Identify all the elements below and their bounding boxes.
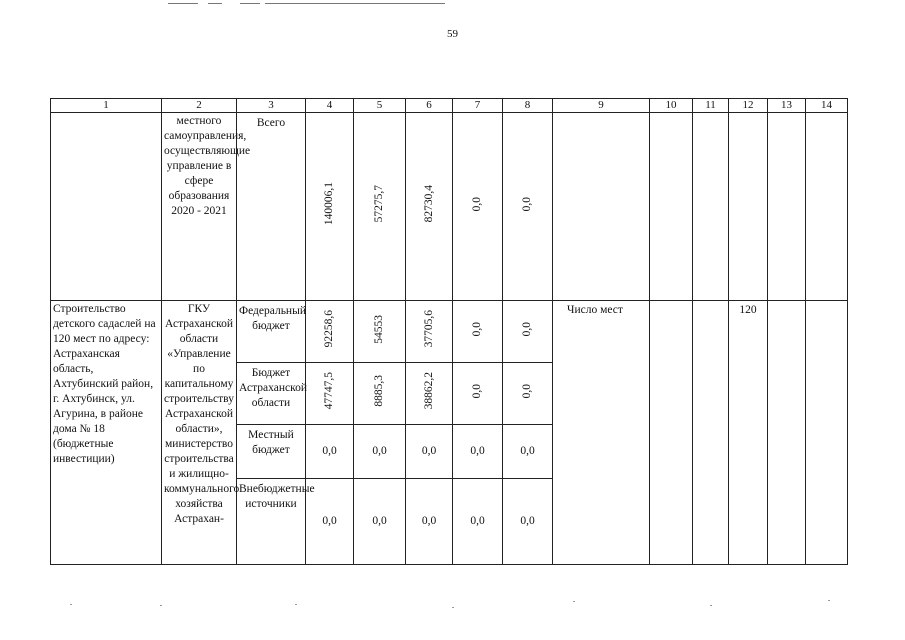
column-number: 8 <box>503 99 553 113</box>
empty-cell <box>806 301 848 565</box>
scan-speck <box>295 604 297 605</box>
value-cell <box>354 363 406 425</box>
funding-row-federal <box>51 301 848 363</box>
project-name-cell: Строительство детского садаслей на 120 мест по адресу: Астраханская область, Ахтубинский район, г. Ахтубинск, ул. Агурина, в районе дома № 18 (бюджетные инвестиции) <box>51 301 162 565</box>
value-cell <box>453 113 503 301</box>
column-number: 4 <box>306 99 354 113</box>
empty-cell <box>693 113 729 301</box>
value-cell <box>406 301 453 363</box>
scan-artifact-line <box>240 3 260 4</box>
empty-cell <box>650 113 693 301</box>
column-number: 12 <box>729 99 768 113</box>
column-number: 2 <box>162 99 237 113</box>
funding-source-cell: Внебюджетные источники <box>237 479 306 565</box>
empty-cell <box>768 113 806 301</box>
value-text: 0,0 <box>471 321 483 337</box>
column-number: 11 <box>693 99 729 113</box>
column-number: 10 <box>650 99 693 113</box>
value-text: 140006,1 <box>323 182 335 226</box>
value-text: 57275,7 <box>373 185 385 223</box>
scan-artifact-line <box>208 3 222 4</box>
value-cell <box>406 113 453 301</box>
column-number: 3 <box>237 99 306 113</box>
value-cell: 0,0 <box>306 479 354 565</box>
budget-table <box>50 98 848 565</box>
value-cell: 0,0 <box>503 425 553 479</box>
empty-cell <box>650 301 693 565</box>
value-text: 0,0 <box>521 196 533 212</box>
empty-cell <box>729 113 768 301</box>
value-text: 54553 <box>373 314 385 344</box>
funding-source-cell: Федеральный бюджет <box>237 301 306 363</box>
value-cell: 0,0 <box>503 479 553 565</box>
responsible-executor-cell: местного самоуправления, осуществляющие управление в сфере образования 2020 - 2021 <box>162 113 237 301</box>
empty-cell <box>768 301 806 565</box>
value-cell <box>306 113 354 301</box>
value-cell <box>306 363 354 425</box>
responsible-executor-cell: ГКУ Астраханской области «Управление по капитальному строительству Астраханской области», министерство строительства и жилищно-коммунального хозяйства Астрахан- <box>162 301 237 565</box>
value-cell <box>354 113 406 301</box>
scan-artifact-line <box>265 3 445 4</box>
column-number: 14 <box>806 99 848 113</box>
value-cell <box>503 363 553 425</box>
project-cell-empty <box>51 113 162 301</box>
funding-source-cell: Бюджет Астраханской области <box>237 363 306 425</box>
value-cell <box>503 301 553 363</box>
value-text: 92258,6 <box>323 310 335 348</box>
value-text: 0,0 <box>471 383 483 399</box>
scan-speck <box>573 601 575 602</box>
value-cell <box>453 301 503 363</box>
value-cell: 0,0 <box>354 479 406 565</box>
empty-cell <box>806 113 848 301</box>
scan-speck <box>160 605 162 606</box>
column-number: 7 <box>453 99 503 113</box>
funding-source-cell: Местный бюджет <box>237 425 306 479</box>
total-row <box>51 113 848 301</box>
value-cell <box>406 363 453 425</box>
page-number: 59 <box>447 28 458 40</box>
value-text: 0,0 <box>521 321 533 337</box>
value-cell <box>453 363 503 425</box>
column-number: 1 <box>51 99 162 113</box>
value-cell <box>503 113 553 301</box>
value-text: 47747,5 <box>323 372 335 410</box>
value-cell: 0,0 <box>354 425 406 479</box>
value-text: 82730,4 <box>422 185 435 223</box>
column-number: 5 <box>354 99 406 113</box>
value-cell <box>354 301 406 363</box>
scan-speck <box>70 604 72 605</box>
column-number: 9 <box>553 99 650 113</box>
scan-speck <box>828 600 830 601</box>
indicator-value-cell: 120 <box>729 301 768 565</box>
column-number: 6 <box>406 99 453 113</box>
value-text: 38862,2 <box>422 372 435 410</box>
value-cell: 0,0 <box>406 479 453 565</box>
value-text: 0,0 <box>471 196 483 212</box>
value-cell: 0,0 <box>453 425 503 479</box>
value-cell: 0,0 <box>306 425 354 479</box>
value-cell <box>306 301 354 363</box>
scan-artifact-line <box>168 3 198 4</box>
value-text: 8885,3 <box>373 375 385 407</box>
value-cell: 0,0 <box>406 425 453 479</box>
value-text: 0,0 <box>521 383 533 399</box>
empty-cell <box>693 301 729 565</box>
indicator-name-cell: Число мест <box>553 301 650 565</box>
column-number: 13 <box>768 99 806 113</box>
scan-speck <box>452 607 454 608</box>
indicator-cell <box>553 113 650 301</box>
value-cell: 0,0 <box>453 479 503 565</box>
funding-source-cell: Всего <box>237 113 306 301</box>
scan-speck <box>710 605 712 606</box>
column-number-row <box>51 99 848 113</box>
value-text: 37705,6 <box>422 310 435 348</box>
